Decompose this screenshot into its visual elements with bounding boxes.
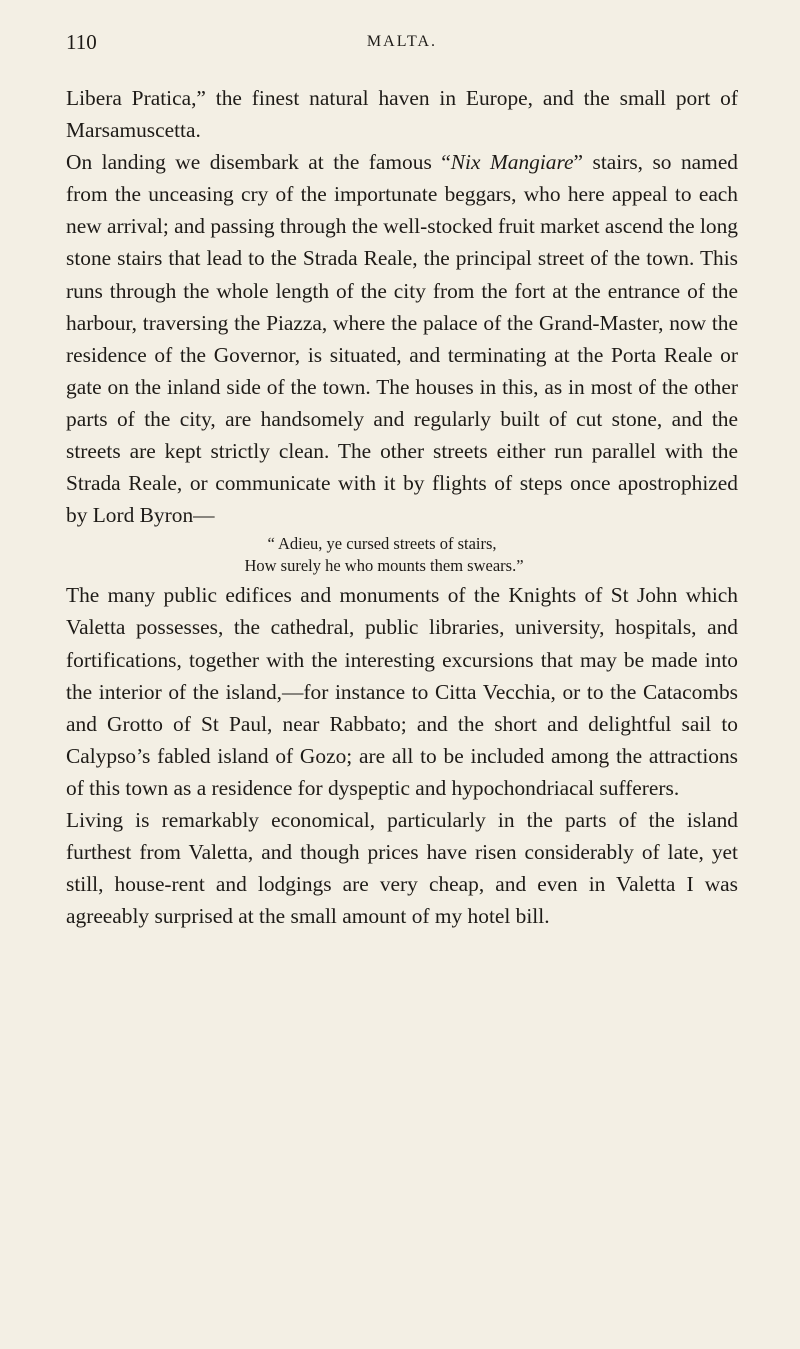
running-title: MALTA.: [366, 33, 438, 50]
quote-line-2: How surely he who mounts them swears.”: [244, 556, 524, 576]
paragraph-2-text-start: On landing we disembark at the famous “: [66, 150, 451, 175]
page-number: 110: [66, 30, 97, 54]
paragraph-1: [66, 82, 738, 146]
paragraph-4: [66, 804, 738, 932]
byron-quote: [66, 533, 738, 577]
paragraph-1-text: Libera Pratica,” the finest natural haven in Europe, and the small port of Marsamuscetta.: [66, 86, 738, 143]
paragraph-2-text-end: ” stairs, so named from the unceasing cry of the importunate beggars, who here appeal to each new arrival; and passing through the well-stocked fruit market ascend the long stone stairs that lead to the Strada Reale, the principal street of the town. This runs through the whole length of the city from the fort at the entrance of the harbour, traversing the Piazza, where the palace of the Grand-Master, now the residence of the Governor, is situated, and terminating at the Porta Reale or gate on the inland side of the town. The houses in this, as in most of the other parts of the city, are handsomely and regularly built of cut stone, and the streets are kept strictly clean. The other streets either run parallel with the Strada Reale, or communicate with it by flights of steps once apostrophized by Lord Byron—: [66, 150, 739, 528]
body-text: [66, 82, 738, 932]
running-head: [66, 30, 738, 62]
quote-line-1: “ Adieu, ye cursed streets of stairs,: [267, 534, 497, 554]
book-page: [66, 30, 738, 932]
nix-mangiare-italic: Nix Mangiare: [450, 150, 574, 175]
paragraph-4-text: Living is remarkably economical, particularly in the parts of the island furthest from Valetta, and though prices have risen considerably of late, yet still, house-rent and lodgings are very cheap, and even in Valetta I was agreeably surprised at the small amount of my hotel bill.: [66, 807, 738, 929]
paragraph-3: [66, 579, 738, 804]
paragraph-2: [66, 146, 738, 531]
paragraph-3-text: The many public edifices and monuments of the Knights of St John which Valetta possesses, the cathedral, public libraries, university, hospitals, and fortifications, together with the interesting excursions that may be made into the interior of the island,—for instance to Citta Vecchia, or to the Catacombs and Grotto of St Paul, near Rabbato; and the short and delightful sail to Calypso’s fabled island of Gozo; are all to be included among the attractions of this town as a residence for dyspeptic and hypochondriacal sufferers.: [66, 583, 738, 800]
